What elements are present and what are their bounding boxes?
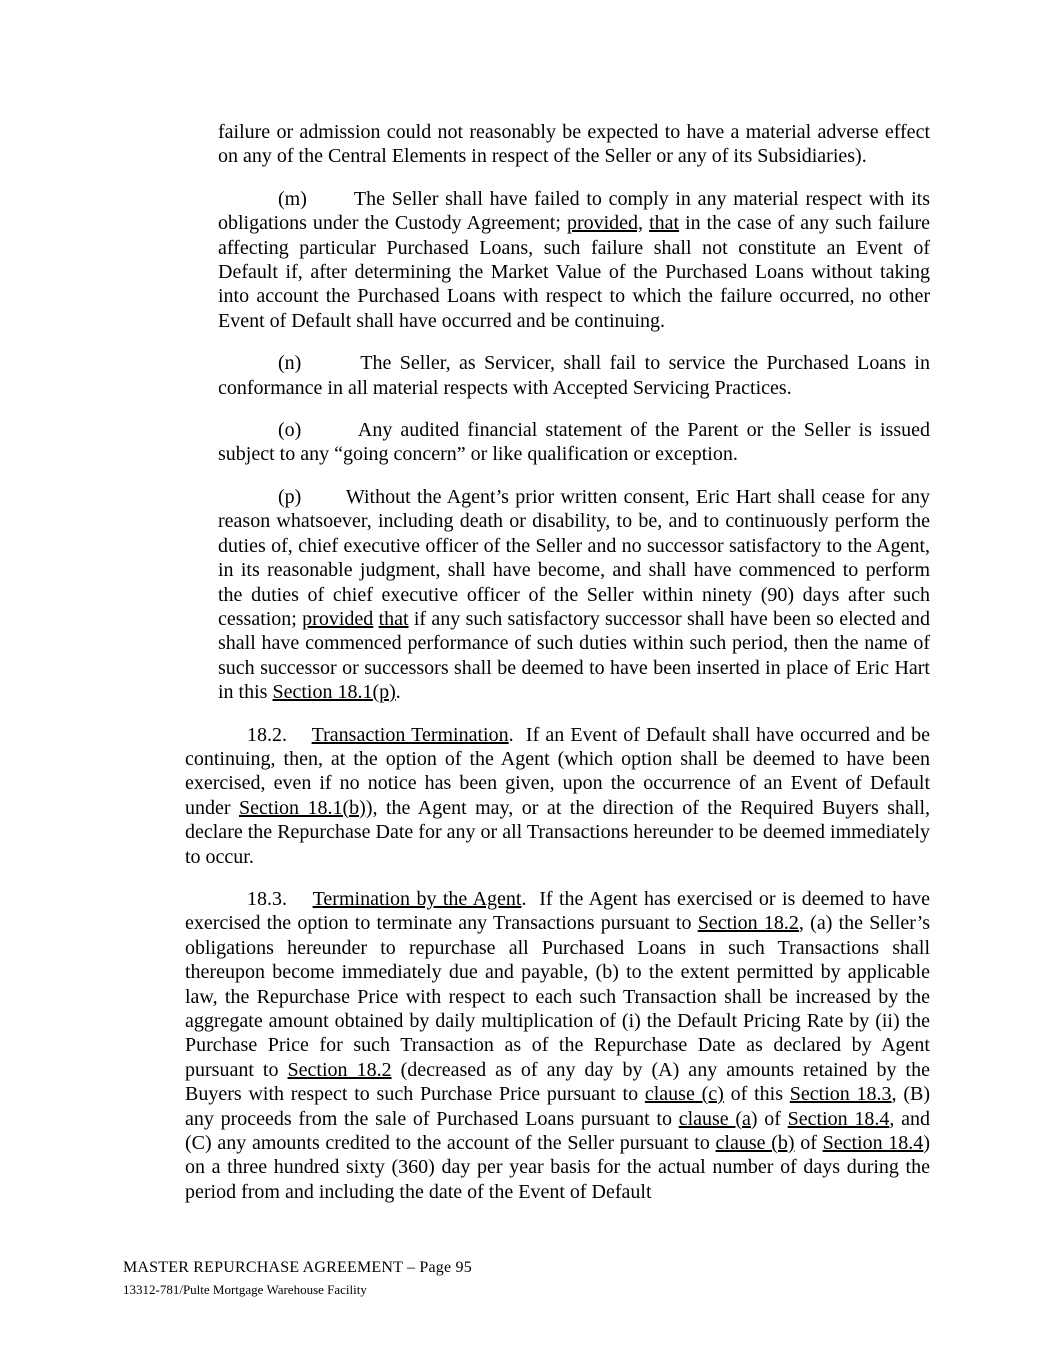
underlined-text: Section 18.4	[787, 1107, 890, 1130]
underlined-text: Section 18.1(b)	[239, 796, 366, 819]
footer-document-title: MASTER REPURCHASE AGREEMENT – Page 95	[123, 1259, 472, 1276]
paragraph-continuation	[218, 120, 930, 169]
underlined-text: Section 18.2	[287, 1058, 392, 1081]
underlined-text: that	[649, 212, 680, 235]
paragraph-clause-n	[218, 351, 930, 400]
underlined-text: clause (b)	[715, 1132, 795, 1155]
text-segment: , (a) the Seller’s obligations hereunder to repurchase all Purchased Loans in such Transactions shall thereupon become immediately due and payable, (b) to the extent permitted by applicable law, the Repurchase Price with respect to each such Transaction shall be increased by the aggregate amount obtained by daily multiplication of (i) the Default Pricing Rate by (ii) the Purchase Price for such Transaction as of the Repurchase Date as declared by Agent pursuant to	[185, 912, 930, 1081]
text-segment: . If the Agent has exercised or is deemed to have exercised the option to terminate any Transactions pursuant to	[185, 887, 931, 935]
underlined-text: clause (a)	[678, 1107, 758, 1130]
underlined-text: Section 18.2	[697, 912, 799, 935]
text-segment: failure or admission could not reasonably be expected to have a material adverse effect on any of the Central Elements in respect of the Seller or any of its Subsidiaries).	[218, 121, 930, 168]
text-segment: ), the Agent may, or at the direction of the Required Buyers shall, declare the Repurchase Date for any or all Transactions hereunder to be deemed immediately to occur.	[185, 796, 930, 868]
text-segment: 18.3.	[247, 887, 313, 910]
text-segment: (p) Without the Agent’s prior written consent, Eric Hart shall cease for any reason whatsoever, including death or disability, to be, and to continuously perform the duties of, chief executive officer of the Seller and no successor satisfactory to the Agent, in its reasonable judgment, shall have become, and shall have commenced to perform the duties of chief executive officer of the Seller within ninety (90) days after such cessation;	[218, 485, 930, 630]
text-segment: of this	[723, 1083, 790, 1106]
paragraph-section-18-3	[185, 887, 930, 1204]
underlined-text: Section 18.1(p)	[272, 681, 396, 704]
paragraph-clause-m	[218, 187, 930, 333]
footer-file-reference: 13312-781/Pulte Mortgage Warehouse Facility	[123, 1282, 367, 1297]
text-segment: of	[794, 1132, 823, 1155]
text-segment: of	[757, 1107, 788, 1130]
underlined-text: clause (c)	[644, 1083, 724, 1106]
text-segment: (o) Any audited financial statement of the Parent or the Seller is issued subject to any “going concern” or like qualification or exception.	[218, 419, 930, 466]
text-segment: if any such satisfactory successor shall have been so elected and shall have commenced performance of such duties within such period, then the name of such successor or successors shall be deemed to have been inserted in place of Eric Hart in this	[218, 607, 931, 704]
page-footer	[123, 1258, 472, 1298]
text-segment: (n) The Seller, as Servicer, shall fail to service the Purchased Loans in conformance in all material respects with Accepted Servicing Practices.	[218, 352, 930, 399]
text-segment: (m) The Seller shall have failed to comply in any material respect with its obligations under the Custody Agreement;	[218, 187, 930, 235]
underlined-text: Section 18.4	[822, 1132, 924, 1155]
text-segment: 18.2.	[247, 723, 312, 746]
text-segment: .	[395, 681, 401, 704]
underlined-text: provided	[302, 607, 374, 630]
text-segment: in the case of any such failure affecting particular Purchased Loans, such failure shall not constitute an Event of Default if, after determining the Market Value of the Purchased Loans without taking into account the Purchased Loans with respect to which the failure occurred, no other Event of Default shall have occurred and be continuing.	[218, 212, 931, 332]
paragraph-section-18-2	[185, 723, 930, 869]
underlined-text: Section 18.3	[789, 1083, 892, 1106]
paragraph-clause-o	[218, 418, 930, 467]
text-segment: (decreased as of any day by (A) any amounts retained by the Buyers with respect to such Purchase Price pursuant to	[185, 1058, 930, 1106]
text-segment: . If an Event of Default shall have occurred and be continuing, then, at the option of the Agent (which option shall be deemed to have been exercised, even if no notice has been given, upon the occurrence of an Event of Default under	[185, 723, 931, 819]
underlined-text: Termination by the Agent	[312, 887, 522, 910]
text-segment: ) on a three hundred sixty (360) day per year basis for the actual number of days during the period from and including the date of the Event of Default	[185, 1132, 930, 1203]
text-segment: , (B) any proceeds from the sale of Purchased Loans pursuant to	[185, 1083, 930, 1130]
underlined-text: provided,	[566, 212, 644, 235]
underlined-text: Transaction Termination	[311, 723, 509, 746]
paragraph-clause-p	[218, 485, 930, 705]
underlined-text: that	[378, 607, 409, 630]
text-segment: , and (C) any amounts credited to the account of the Seller pursuant to	[185, 1107, 930, 1155]
document-body	[185, 120, 930, 1222]
